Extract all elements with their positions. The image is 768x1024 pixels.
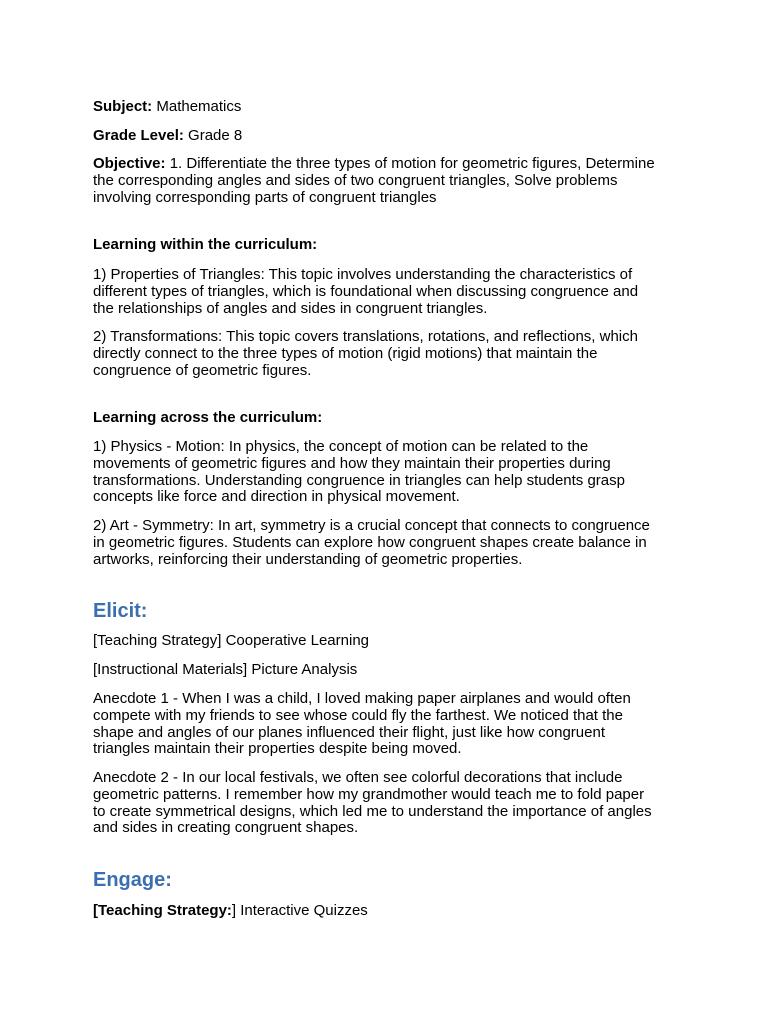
paragraph-line: the relationships of angles and sides in congruent triangles. xyxy=(93,299,488,317)
paragraph-line: geometric patterns. I remember how my grandmother would teach me to fold paper xyxy=(93,785,645,803)
across-curriculum-heading: Learning across the curriculum: xyxy=(93,409,323,426)
paragraph-line: 2) Transformations: This topic covers translations, rotations, and reflections, which xyxy=(93,328,638,345)
paragraph-line: triangles maintain their properties despite being moved. xyxy=(93,740,462,758)
objective-line: 1. Differentiate the three types of motion for geometric figures, Determine xyxy=(165,155,655,172)
subject-label: Subject: xyxy=(93,98,153,115)
engage-strategy xyxy=(93,903,368,920)
objective-line: involving corresponding parts of congruent triangles xyxy=(93,188,437,206)
elicit-strategy: [Teaching Strategy] Cooperative Learning xyxy=(93,632,370,649)
paragraph-line: different types of triangles, which is foundational when discussing congruence and xyxy=(93,282,639,300)
paragraph-line: 1) Properties of Triangles: This topic involves understanding the characteristics of xyxy=(93,266,633,283)
paragraph-line: Anecdote 2 - In our local festivals, we often see colorful decorations that include xyxy=(93,769,623,786)
paragraph-line: shape and angles of our planes influenced their flight, just like how congruent xyxy=(93,723,605,741)
paragraph-line: 2) Art - Symmetry: In art, symmetry is a crucial concept that connects to congruence xyxy=(93,517,650,534)
across-item-2 xyxy=(93,518,683,568)
elicit-heading: Elicit: xyxy=(93,600,148,622)
paragraph-line: movements of geometric figures and how they maintain their properties during xyxy=(93,454,611,472)
paragraph-line: artworks, reinforcing their understanding of geometric properties. xyxy=(93,550,523,568)
objective-line: the corresponding angles and sides of two congruent triangles, Solve problems xyxy=(93,171,618,189)
paragraph-line: to create symmetrical designs, which led me to understand the importance of angles xyxy=(93,802,652,820)
paragraph-line: Anecdote 1 - When I was a child, I loved making paper airplanes and would often xyxy=(93,690,631,707)
grade-level-label: Grade Level: xyxy=(93,127,184,144)
elicit-materials: [Instructional Materials] Picture Analysis xyxy=(93,661,358,678)
across-item-1 xyxy=(93,439,683,506)
anecdote-2 xyxy=(93,770,683,837)
paragraph-line: 1) Physics - Motion: In physics, the concept of motion can be related to the xyxy=(93,438,589,455)
paragraph-line: directly connect to the three types of motion (rigid motions) that maintain the xyxy=(93,344,598,362)
engage-strategy-value: ] Interactive Quizzes xyxy=(231,902,368,919)
paragraph-line: in geometric figures. Students can explore how congruent shapes create balance in xyxy=(93,533,647,551)
subject-line xyxy=(93,99,241,116)
paragraph-line: transformations. Understanding congruence in triangles can help students grasp xyxy=(93,471,625,489)
subject-value: Mathematics xyxy=(152,98,242,115)
objective-label: Objective: xyxy=(93,155,166,172)
engage-heading: Engage: xyxy=(93,869,172,891)
within-curriculum-heading: Learning within the curriculum: xyxy=(93,236,318,253)
paragraph-line: congruence of geometric figures. xyxy=(93,361,312,379)
within-item-1 xyxy=(93,267,683,317)
paragraph-line: and sides in creating congruent shapes. xyxy=(93,819,359,837)
grade-level-value: Grade 8 xyxy=(183,127,243,144)
within-item-2 xyxy=(93,329,683,379)
objective-paragraph xyxy=(93,156,683,206)
anecdote-1 xyxy=(93,691,683,758)
paragraph-line: compete with my friends to see whose could fly the farthest. We noticed that the xyxy=(93,706,623,724)
engage-strategy-label: [Teaching Strategy: xyxy=(93,902,232,919)
paragraph-line: concepts like force and direction in physical movement. xyxy=(93,488,460,506)
grade-level-line xyxy=(93,128,242,145)
